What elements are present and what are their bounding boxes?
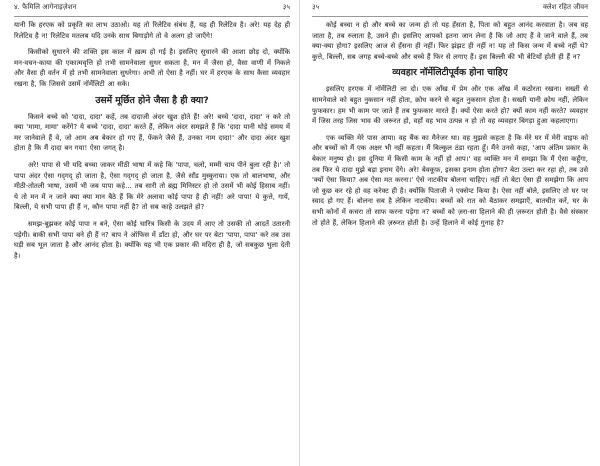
left-paragraph-4: अरे! पापा से भी यदि बच्चा जाकर मीठी भाषा में कहे कि 'पापा, चलो, मम्मी चाय पीने बुला रही है।' तो पापा अंदर ऐसा गद्‌गद् हो जाता है, ऐसा गद्‌गद् हो जाता है, जैसे साँड मुस्कुराया। एक तो बालभाषा, और मीठी-तोतली भाषा, उसमें भी जब पापा कहे... तब सारी तो ब्रह्म मिनिस्टर हो तो उसमें भी कोई हिसाब नहीं। ये तो मन में न जाने क्या क्या मान बैठे हैं कि मेरे अलावा कोई पापा है ही नहीं! अरे पापा! ये कुत्ते, गायें, बिल्ली, ये सभी पापा ही हैं न, कौन पापा नहीं है? तो सब काहे उलझते हो? xyxy=(14,160,290,212)
chapter-header-title: ४. फैमिलि आगेनाइज़ेशन xyxy=(14,3,77,11)
left-page-header xyxy=(14,3,290,17)
left-paragraph-1: यानी कि हरएक को प्रकृति का लाभ उठाओ। यह तो रिलेटिव संबंध हैं, यह ही रिलेटिव है। अरे! यह देह ही रिलेटिव है न! रिलेटिव मतलब यदि उनके साथ बिगाड़ोगे तो वे अलग हो जाएँगे! xyxy=(14,21,290,40)
right-section-heading: व्यवहार नॉर्मेलिटीपूर्वक होना चाहिए xyxy=(392,67,508,79)
left-section-heading: उसमें मूर्छित होने जैसा है ही क्या? xyxy=(95,94,209,106)
right-paragraph-3: एक व्यक्ति मेरे पास आया। वह बैंक का मैनेजर था। वह मुझसे कहता है कि मेरे घर में मेरी वाइफ को और बच्चों को मैं एक अक्षर भी नहीं कहता। मैं बिल्कुल ठंडा रहता हूँ। मैंने उनसे कहा, 'आप अंतिम प्रकार के बेकार मनुष्य हो। इस दुनिया में किसी काम के नहीं हो आप।' वह व्यक्ति मन में समझा कि मैं ऐसा कहूँगा, तब फिर ये दादा मुझे बड़ा इनाम देंगे। अरे! बेवकूफ़, इसका इनाम होता होगा? बेटा उल्टा कर रहा हो, तब उसे 'क्यों ऐसा किया? अब ऐसा मत करना।' ऐसे नाटकीय बोलना चाहिए। नहीं तो बेटा ऐसा ही समझेगा कि आप जो कुछ कर रहे हो वह करेक्ट ही है। क्योंकि पिताजी ने एक्सेप्ट किया है। ऐसा नहीं बोले, इसलिए तो घर पर स्वाद हो गए हैं। बोलना सब है लेकिन नाटकीय। बच्चों को रात को बैठाकर समझाएँ, बातचीत करें, घर के सभी कोनों में कचरा तो साफ करना पड़ेगा न? बच्चों को ज़रा-सा हिलाने की ही ज़रूरत होती है। वैसे संस्कार तो होते हैं, लेकिन हिलाने की ज़रूरत होती है। उन्हें हिलाने में कोई गुनाह है? xyxy=(312,133,588,227)
right-page-header xyxy=(312,3,588,17)
left-paragraph-5: समझ-बूझकर कोई पापा न बने, ऐसा कोई चारित्र किसी के उदय में आए तो उसकी तो आदतें उतारनी पड़ेगी। बाकी सभी पापा बने ही हैं न? बाप ने ऑफिस में डाँटा हो, और घर पर बेटा 'पापा, पापा' करे तब उस घड़ी सब भूल जाता है और आनंद होता है। क्योंकि यह भी एक प्रकार की मदिरा ही है, जो सबकुछ भुला देती है। xyxy=(14,219,290,260)
left-paragraph-3: किसने बच्चे को 'दादा, दादा' कहें, तब दादाजी अंदर खुश होते हैं! अरे! बच्चे 'दादा, दादा' न करे तो क्या 'मामा, मामा' करेंगे? ये बच्चे 'दादा, दादा' करते हैं, लेकिन अंदर समझते हैं कि 'दादा यानी थोड़े समय में मर जानेवाले हैं वे, जो आम अब बेकार हो गए हैं, फेंकने जैसे हैं, उनका नाम दादा!' और दादा अंदर खुश होता है कि मैं दादा बन गया! ऐसा जगत् है। xyxy=(14,112,290,153)
right-paragraph-2: इसलिए हरएक में नॉर्मेलिटी ला दो। एक आँख में प्रेम और एक आँख में कठोरता रखना। सख्ती से सामनेवाले को बहुत नुकसान नहीं होता, क्रोध करने से बहुत नुकसान होता है। सख्ती यानी क्रोध नहीं, लेकिन फुफकार। हम भी काम पर जाते हैं तब फुफकार मारते हैं। क्यों ऐसा करते हो? क्यों काम नहीं करते? व्यवहार में जिस तरह जिस भाव की जरूरत हो, वहाँ वह भाव उत्पन्न न हो तो वह व्यवहार बिगड़ा हुआ कहलाएगा। xyxy=(312,85,588,126)
left-page-number: ३५ xyxy=(282,3,290,11)
right-page-number: ३५ xyxy=(312,3,320,11)
right-paragraph-1: कोई बच्चा न हो और बच्चे का जन्म हो तो यह हँसता है, पिता को बहुत आनंद करवाता है। जब वह जाता है, तब रुलाता है, उसने ही। इसलिए आपको इतना जान लेना है कि जो आए हैं वे जाने वाले हैं, तब क्या-क्या होगा? इसलिए आज से हँसना ही नहीं। फिर झंझट ही नहीं न! यह तो किस जन्म में बच्चे नहीं थे? कुत्ते, बिल्ली, सब जगह बच्चे-बच्चे और बच्चे हैं फिर से लगाए हैं। इस बिल्ली की भी बेटियाँ होती ही हैं न? xyxy=(312,21,588,61)
left-paragraph-2: किसीको सुधारने की शक्ति इस काल में ख़त्म हो गई है। इसलिए सुधारने की आशा छोड़ दो, क्योंकि मन-वचन-काया की एकात्मवृत्ति हो तभी सामनेवाला सुधर सकता है, मन में जैसा हो, वैसा वाणी में निकले और वैसा ही वर्तन में हो तभी सामनेवाला सुधरेगा। अभी तो ऐसा है नहीं। घर में हरएक के साथ कैसा व्यवहार रखना है, कि जिससे उसमें नॉर्मेलिटी आ सके। xyxy=(14,48,290,88)
book-header-title: क्लेश रहित जीवन xyxy=(543,3,588,11)
right-page xyxy=(300,0,600,466)
